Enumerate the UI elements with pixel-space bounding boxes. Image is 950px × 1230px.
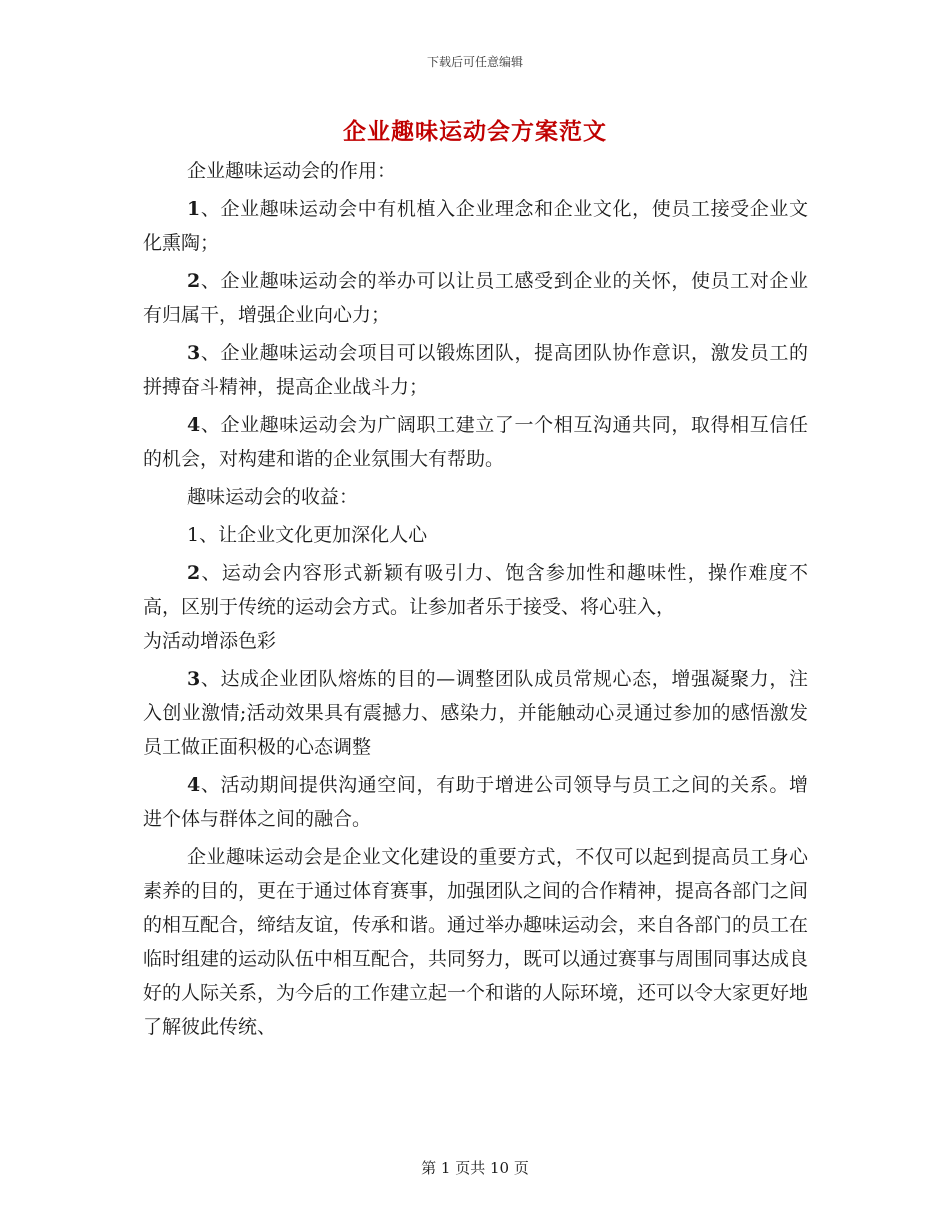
paragraph-text: 、运动会内容形式新颖有吸引力、饱含参加性和趣味性，操作难度不高，区别于传统的运动会方式。让参加者乐于接受、将心驻入， bbox=[143, 562, 808, 618]
paragraph-text: 、企业趣味运动会项目可以锻炼团队，提高团队协作意识，激发员工的拼搏奋斗精神，提高企业战斗力； bbox=[143, 342, 808, 398]
paragraph-summary: 企业趣味运动会是企业文化建设的重要方式，不仅可以起到提高员工身心素养的目的，更在于通过体育赛事，加强团队之间的合作精神，提高各部门之间的相互配合，缔结友谊，传承和谐。通过举办趣味运动会，来自各部门的员工在临时组建的运动队伍中相互配合，共同努力，既可以通过赛事与周围同事达成良好的人际关系，为今后的工作建立起一个和谐的人际环境，还可以令大家更好地了解彼此传统、 bbox=[143, 846, 809, 1038]
paragraph-benefit-4 bbox=[143, 768, 808, 836]
page-footer: 第 1 页共 10 页 bbox=[421, 1159, 529, 1177]
paragraph-benefit-2 bbox=[143, 556, 808, 658]
paragraph-text: 、企业趣味运动会的举办可以让员工感受到企业的关怀，使员工对企业有归属干，增强企业向心力； bbox=[143, 270, 808, 326]
item-number: 4 bbox=[187, 414, 201, 436]
paragraph-role-1 bbox=[143, 192, 808, 260]
paragraph-role-heading: 企业趣味运动会的作用： bbox=[187, 160, 397, 182]
paragraph-benefit-1: 1、让企业文化更加深化人心 bbox=[187, 524, 428, 546]
paragraph-text: 、活动期间提供沟通空间，有助于增进公司领导与员工之间的关系。增进个体与群体之间的融合。 bbox=[143, 774, 808, 830]
item-number: 3 bbox=[187, 342, 201, 364]
paragraph-role-4 bbox=[143, 408, 808, 476]
paragraph-benefit-3 bbox=[143, 662, 808, 764]
paragraph-text-continued: 为活动增添色彩 bbox=[143, 630, 277, 652]
paragraph-text: 、企业趣味运动会中有机植入企业理念和企业文化，使员工接受企业文化熏陶； bbox=[143, 198, 808, 254]
paragraph-role-2 bbox=[143, 264, 808, 332]
paragraph-benefits-heading: 趣味运动会的收益： bbox=[187, 486, 359, 508]
page-header: 下载后可任意编辑 bbox=[426, 55, 523, 69]
paragraph-role-3 bbox=[143, 336, 808, 404]
document-body bbox=[143, 154, 808, 1044]
item-number: 4 bbox=[187, 774, 201, 796]
document-title: 企业趣味运动会方案范文 bbox=[343, 118, 607, 145]
item-number: 1 bbox=[187, 198, 201, 220]
paragraph-text: 、企业趣味运动会为广阔职工建立了一个相互沟通共同，取得相互信任的机会，对构建和谐的企业氛围大有帮助。 bbox=[143, 414, 808, 470]
item-number: 3 bbox=[187, 668, 201, 690]
paragraph-text: 、达成企业团队熔炼的目的—调整团队成员常规心态，增强凝聚力，注入创业激情;活动效果具有震撼力、感染力，并能触动心灵通过参加的感悟激发员工做正面积极的心态调整 bbox=[143, 668, 808, 758]
item-number: 2 bbox=[187, 562, 201, 584]
item-number: 2 bbox=[187, 270, 201, 292]
